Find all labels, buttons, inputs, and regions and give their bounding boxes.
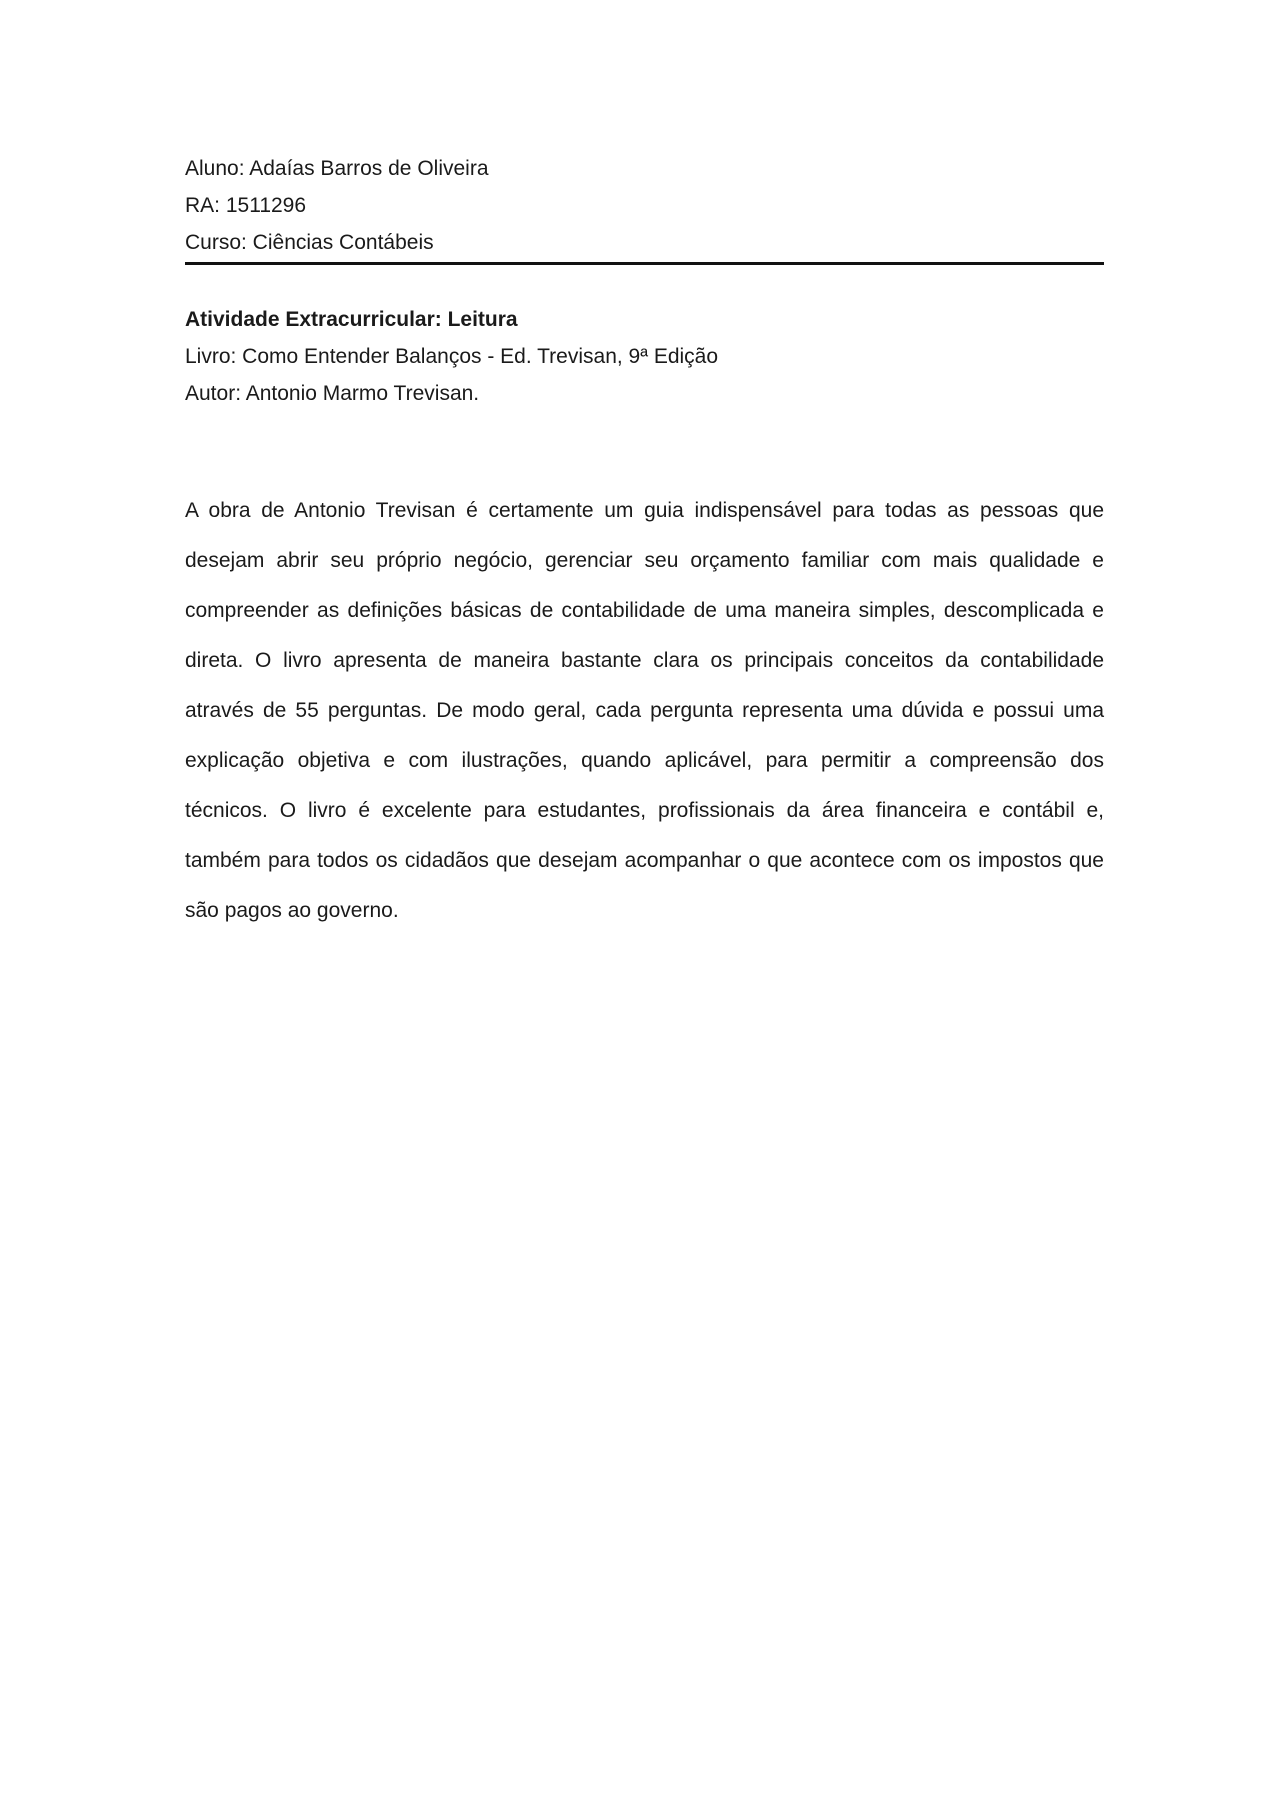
student-ra: RA: 1511296 xyxy=(185,194,307,217)
student-course: Curso: Ciências Contábeis xyxy=(185,231,434,254)
student-info xyxy=(185,150,1104,261)
header-divider xyxy=(185,262,1104,265)
activity-title: Atividade Extracurricular: Leitura xyxy=(185,308,518,331)
book-title: Livro: Como Entender Balanços - Ed. Trevisan, 9ª Edição xyxy=(185,345,719,368)
review-paragraph: A obra de Antonio Trevisan é certamente um guia indispensável para todas as pessoas que desejam abrir seu próprio negócio, gerenciar seu orçamento familiar com mais qualidade e compreender as definições básicas de contabilidade de uma maneira simples, descomplicada e direta. O livro apresenta de maneira bastante clara os principais conceitos da contabilidade através de 55 perguntas. De modo geral, cada pergunta representa uma dúvida e possui uma explicação objetiva e com ilustrações, quando aplicável, para permitir a compreensão dos técnicos. O livro é excelente para estudantes, profissionais da área financeira e contábil e, também para todos os cidadãos que desejam acompanhar o que acontece com os impostos que são pagos ao governo. xyxy=(185,499,1104,922)
document-content xyxy=(185,150,1104,957)
student-name: Aluno: Adaías Barros de Oliveira xyxy=(185,157,489,180)
activity-info xyxy=(185,301,1104,412)
book-author: Autor: Antonio Marmo Trevisan. xyxy=(185,382,480,405)
